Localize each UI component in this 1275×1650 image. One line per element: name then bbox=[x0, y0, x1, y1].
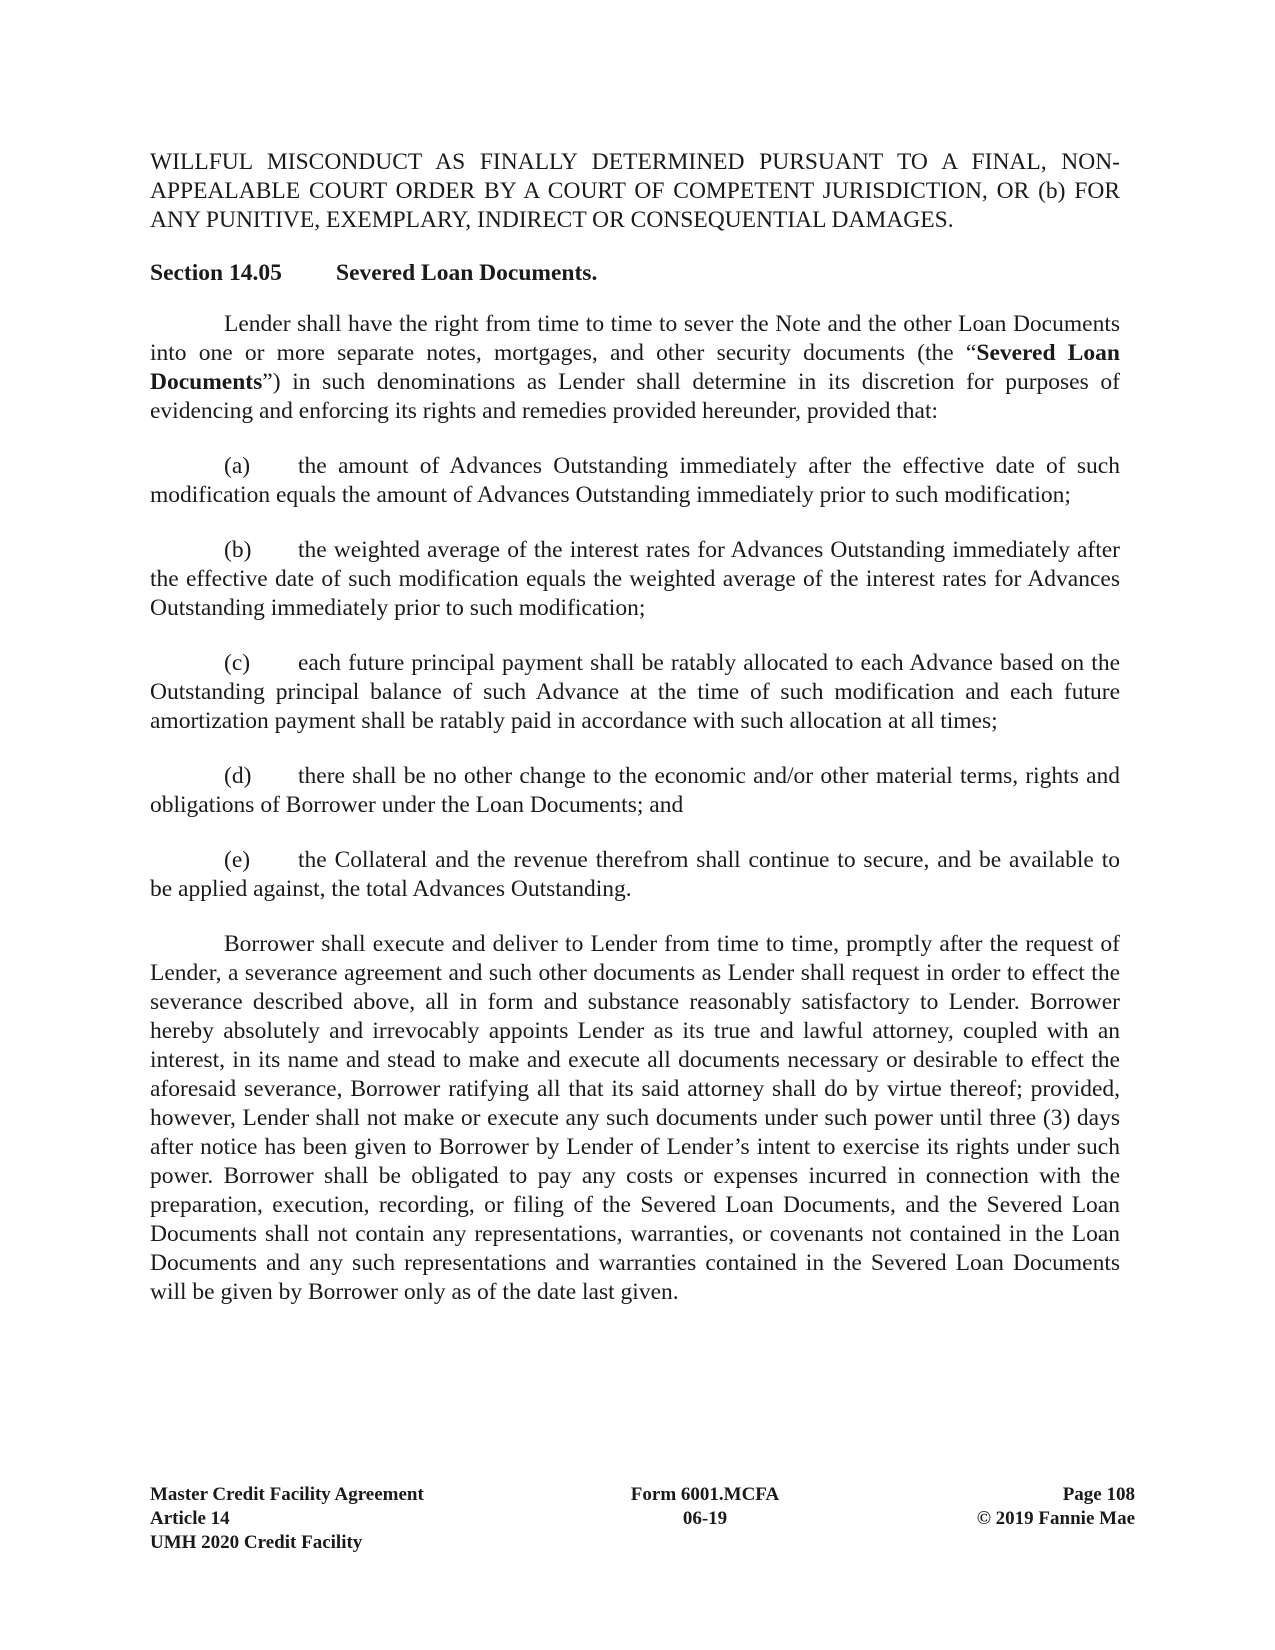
section-number: Section 14.05 bbox=[150, 260, 282, 286]
list-item-e bbox=[150, 846, 1120, 904]
list-item-text: there shall be no other change to the economic and/or other material terms, rights and obligations of Borrower under the Loan Documents; and bbox=[150, 763, 1120, 818]
footer-article: Article 14 bbox=[150, 1508, 230, 1529]
list-item-text: the amount of Advances Outstanding immediately after the effective date of such modification equals the amount of Advances Outstanding immediately prior to such modification; bbox=[150, 453, 1120, 508]
footer-right bbox=[977, 1483, 1135, 1531]
intro-paragraph: WILLFUL MISCONDUCT AS FINALLY DETERMINED PURSUANT TO A FINAL, NON-APPEALABLE COURT ORDER BY A COURT OF COMPETENT JURISDICTION, OR (b) FOR ANY PUNITIVE, EXEMPLARY, INDIRECT OR CONSEQUENTIAL DAMAGES. bbox=[150, 149, 1120, 233]
document-body bbox=[150, 148, 1120, 1307]
list-item-d bbox=[150, 762, 1120, 820]
para1-after: ”) in such denominations as Lender shall determine in its discretion for purposes of evidencing and enforcing its rights and remedies provided hereunder, provided that: bbox=[150, 369, 1120, 424]
list-item-c bbox=[150, 649, 1120, 736]
footer-document-title: Master Credit Facility Agreement bbox=[150, 1484, 424, 1505]
footer-page-number: Page 108 bbox=[1062, 1484, 1135, 1505]
defined-term: Severed Loan Documents bbox=[150, 340, 1121, 395]
section-heading bbox=[150, 259, 1120, 288]
list-item-label: (a) bbox=[224, 453, 251, 479]
list-item-text: each future principal payment shall be ratably allocated to each Advance based on the Outstanding principal balance of such Advance at the time of such modification and each future amortization payment shall be ratably paid in accordance with such allocation at all times; bbox=[150, 650, 1120, 734]
borrower-paragraph: Borrower shall execute and deliver to Lender from time to time, promptly after the request of Lender, a severance agreement and such other documents as Lender shall request in order to effect the severance described above, all in form and substance reasonably satisfactory to Lender. Borrower hereby absolutely and irrevocably appoints Lender as its true and lawful attorney, coupled with an interest, in its name and stead to make and execute all documents necessary or desirable to effect the aforesaid severance, Borrower ratifying all that its said attorney shall do by virtue thereof; provided, however, Lender shall not make or execute any such documents under such power until three (3) days after notice has been given to Borrower by Lender of Lender’s intent to exercise its rights under such power. Borrower shall be obligated to pay any costs or expenses incurred in connection with the preparation, execution, recording, or filing of the Severed Loan Documents, and the Severed Loan Documents shall not contain any representations, warranties, or covenants not contained in the Loan Documents and any such representations and warranties contained in the Severed Loan Documents will be given by Borrower only as of the date last given. bbox=[150, 931, 1120, 1305]
section-title: Severed Loan Documents. bbox=[336, 260, 598, 286]
footer-copyright: © 2019 Fannie Mae bbox=[976, 1508, 1135, 1529]
para1-before: Lender shall have the right from time to time to sever the Note and the other Loan Documents into one or more separate notes, mortgages, and other security documents (the “ bbox=[150, 311, 1120, 366]
footer-left bbox=[150, 1483, 424, 1555]
footer-facility-name: UMH 2020 Credit Facility bbox=[150, 1532, 363, 1553]
list-item-label: (e) bbox=[224, 847, 251, 873]
list-item-text: the Collateral and the revenue therefrom shall continue to secure, and be available to be applied against, the total Advances Outstanding. bbox=[150, 847, 1120, 902]
list-item-label: (b) bbox=[224, 537, 252, 563]
list-item-b bbox=[150, 536, 1120, 623]
list-item-a bbox=[150, 452, 1120, 510]
severance-paragraph bbox=[150, 310, 1120, 426]
footer-center bbox=[605, 1483, 805, 1531]
footer-form-number: Form 6001.MCFA bbox=[630, 1484, 780, 1505]
list-item-label: (d) bbox=[224, 763, 252, 789]
footer-form-date: 06-19 bbox=[682, 1508, 728, 1529]
list-item-label: (c) bbox=[224, 650, 251, 676]
list-item-text: the weighted average of the interest rates for Advances Outstanding immediately after the effective date of such modification equals the weighted average of the interest rates for Advances Outstanding immediately prior to such modification; bbox=[150, 537, 1120, 621]
